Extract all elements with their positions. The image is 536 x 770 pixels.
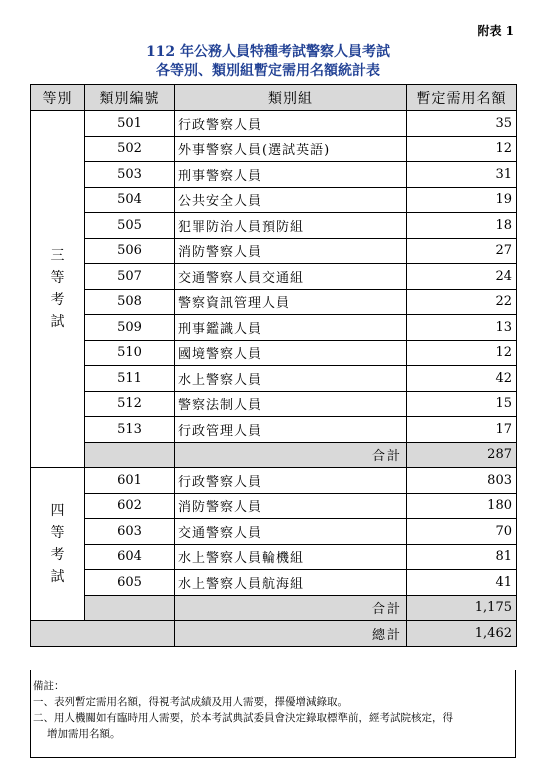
- table-row: [31, 366, 517, 392]
- header-level: 等別: [31, 85, 85, 111]
- cell-name: 刑事鑑識人員: [175, 315, 407, 341]
- level3-level-label: [31, 111, 85, 468]
- table-row: [31, 289, 517, 315]
- cell-count: 42: [407, 366, 517, 392]
- cell-count: 12: [407, 136, 517, 162]
- cell-count: 19: [407, 187, 517, 213]
- cell-code: 605: [85, 570, 175, 596]
- cell-name: 警察資訊管理人員: [175, 289, 407, 315]
- cell-code: 503: [85, 162, 175, 188]
- cell-count: 70: [407, 519, 517, 545]
- table-row: [31, 264, 517, 290]
- subtotal-value: 1,175: [407, 595, 517, 621]
- level4-level-char: 考: [50, 547, 65, 563]
- cell-code: 509: [85, 315, 175, 341]
- cell-count: 24: [407, 264, 517, 290]
- cell-code: 602: [85, 493, 175, 519]
- cell-name: 水上警察人員: [175, 366, 407, 392]
- cell-code: 601: [85, 468, 175, 494]
- subtotal-value: 287: [407, 442, 517, 468]
- level3-level-char: 考: [50, 292, 65, 308]
- cell-name: 水上警察人員輪機組: [175, 544, 407, 570]
- cell-code: 504: [85, 187, 175, 213]
- table-row: [31, 136, 517, 162]
- cell-name: 警察法制人員: [175, 391, 407, 417]
- cell-code: 502: [85, 136, 175, 162]
- cell-name: 國境警察人員: [175, 340, 407, 366]
- cell-code: 512: [85, 391, 175, 417]
- cell-count: 803: [407, 468, 517, 494]
- cell-name: 刑事警察人員: [175, 162, 407, 188]
- table-row: [31, 213, 517, 239]
- cell-count: 27: [407, 238, 517, 264]
- total-value: 1,462: [407, 621, 517, 647]
- page-subtitle: 各等別、類別組暫定需用名額統計表: [156, 63, 380, 79]
- table-row: [31, 493, 517, 519]
- note-item-2-cont: 增加需用名額。: [47, 728, 121, 740]
- notes-heading: 備註：: [33, 680, 65, 692]
- note-item-1: 一、表列暫定需用名額，得視考試成績及用人需要，擇優增減錄取。: [33, 696, 348, 708]
- notes-box: [30, 670, 516, 758]
- cell-code: 506: [85, 238, 175, 264]
- table-row: [31, 162, 517, 188]
- table-row: [31, 340, 517, 366]
- cell-name: 消防警察人員: [175, 493, 407, 519]
- cell-name: 水上警察人員航海組: [175, 570, 407, 596]
- cell-count: 41: [407, 570, 517, 596]
- table-row: [31, 187, 517, 213]
- cell-code: 505: [85, 213, 175, 239]
- cell-count: 17: [407, 417, 517, 443]
- level3-level-char: 等: [50, 270, 65, 286]
- grand-total-row: [31, 621, 517, 647]
- subtotal-label: 合計: [175, 595, 407, 621]
- cell-code: 501: [85, 111, 175, 137]
- cell-count: 15: [407, 391, 517, 417]
- table-row: [31, 570, 517, 596]
- cell-code: 508: [85, 289, 175, 315]
- table-row: [31, 417, 517, 443]
- header-row: [31, 85, 517, 111]
- cell-count: 180: [407, 493, 517, 519]
- header-category: 類別組: [175, 85, 407, 111]
- level3-section: [31, 111, 517, 468]
- table-row: [31, 391, 517, 417]
- total-label: 總計: [175, 621, 407, 647]
- cell-name: 外事警察人員(選試英語): [175, 136, 407, 162]
- cell-count: 81: [407, 544, 517, 570]
- subtotal-label: 合計: [175, 442, 407, 468]
- cell-code: 513: [85, 417, 175, 443]
- cell-count: 18: [407, 213, 517, 239]
- quota-table: [30, 84, 517, 647]
- table-row: [31, 315, 517, 341]
- cell-code: 511: [85, 366, 175, 392]
- level4-level-label: [31, 468, 85, 621]
- cell-count: 22: [407, 289, 517, 315]
- subtotal-spacer: [85, 595, 175, 621]
- level3-subtotal-row: [31, 442, 517, 468]
- header-quota: 暫定需用名額: [407, 85, 517, 111]
- level4-level-char: 等: [50, 525, 65, 541]
- level4-section: [31, 468, 517, 621]
- table-row: [31, 238, 517, 264]
- cell-code: 604: [85, 544, 175, 570]
- cell-name: 交通警察人員交通組: [175, 264, 407, 290]
- cell-name: 犯罪防治人員預防組: [175, 213, 407, 239]
- header-code: 類別編號: [85, 85, 175, 111]
- cell-name: 公共安全人員: [175, 187, 407, 213]
- cell-code: 510: [85, 340, 175, 366]
- attachment-label: 附表 1: [477, 24, 514, 38]
- table-row: [31, 544, 517, 570]
- page-title: 112 年公務人員特種考試警察人員考試: [145, 44, 391, 60]
- note-item-2: 二、用人機關如有臨時用人需要，於本考試典試委員會決定錄取標準前，經考試院核定，得: [33, 712, 453, 724]
- cell-name: 行政管理人員: [175, 417, 407, 443]
- table-row: [31, 111, 517, 137]
- level4-level-char: 四: [50, 503, 65, 519]
- table-row: [31, 519, 517, 545]
- cell-count: 35: [407, 111, 517, 137]
- cell-code: 603: [85, 519, 175, 545]
- cell-count: 13: [407, 315, 517, 341]
- level4-level-char: 試: [50, 569, 65, 585]
- cell-name: 行政警察人員: [175, 111, 407, 137]
- cell-name: 消防警察人員: [175, 238, 407, 264]
- cell-count: 12: [407, 340, 517, 366]
- cell-name: 交通警察人員: [175, 519, 407, 545]
- subtotal-spacer: [85, 442, 175, 468]
- cell-code: 507: [85, 264, 175, 290]
- cell-name: 行政警察人員: [175, 468, 407, 494]
- table-row: [31, 468, 517, 494]
- level4-subtotal-row: [31, 595, 517, 621]
- total-spacer: [31, 621, 175, 647]
- level3-level-char: 三: [50, 248, 65, 264]
- level3-level-char: 試: [50, 314, 65, 330]
- cell-count: 31: [407, 162, 517, 188]
